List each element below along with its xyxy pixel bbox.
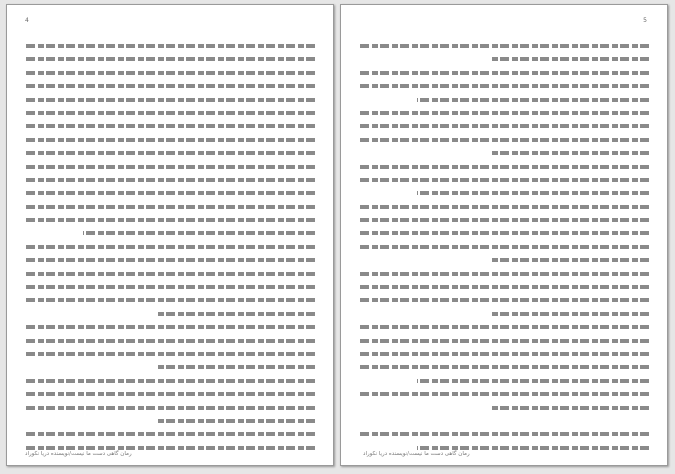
text-line (359, 401, 649, 414)
text-line (25, 79, 315, 92)
text-line (25, 119, 315, 132)
text-line (359, 307, 649, 320)
text-line (25, 253, 315, 266)
text-line (359, 374, 649, 387)
text-line (25, 240, 315, 253)
text-line (359, 293, 649, 306)
text-line (359, 360, 649, 373)
text-line (25, 146, 315, 159)
text-line (359, 39, 649, 52)
text-line (359, 427, 649, 440)
text-line (359, 52, 649, 65)
text-line (359, 334, 649, 347)
text-line (359, 186, 649, 199)
text-line (359, 347, 649, 360)
text-line (359, 320, 649, 333)
text-line (25, 307, 315, 320)
text-line (25, 186, 315, 199)
text-line (25, 160, 315, 173)
text-line (25, 93, 315, 106)
text-line (359, 160, 649, 173)
text-line (25, 226, 315, 239)
text-line (359, 267, 649, 280)
text-line (25, 347, 315, 360)
text-line (25, 360, 315, 373)
book-page-right (340, 4, 668, 466)
text-line (25, 414, 315, 427)
text-line (359, 387, 649, 400)
text-line (25, 200, 315, 213)
text-line (25, 106, 315, 119)
page-number: 4 (25, 17, 29, 24)
text-line (359, 414, 649, 427)
text-line (25, 173, 315, 186)
text-line (359, 200, 649, 213)
text-line (25, 374, 315, 387)
text-line (359, 226, 649, 239)
text-line (25, 293, 315, 306)
text-line (359, 119, 649, 132)
text-line (359, 253, 649, 266)
page-number: 5 (643, 17, 647, 24)
text-line (359, 133, 649, 146)
text-line (25, 427, 315, 440)
text-line (359, 213, 649, 226)
text-line (359, 240, 649, 253)
text-line (25, 133, 315, 146)
text-line (359, 280, 649, 293)
text-line (25, 320, 315, 333)
text-line (25, 213, 315, 226)
text-line (359, 173, 649, 186)
text-line (359, 146, 649, 159)
text-line (25, 39, 315, 52)
page-footer: رمان گاهی دست ما نیست/نویسنده دریا نکوراد (363, 451, 470, 457)
page-body-text (359, 39, 649, 454)
text-line (359, 79, 649, 92)
text-line (25, 66, 315, 79)
page-footer: رمان گاهی دست ما نیست/نویسنده دریا نکوراد (25, 451, 132, 457)
text-line (359, 106, 649, 119)
text-line (359, 93, 649, 106)
text-line (25, 334, 315, 347)
text-line (25, 387, 315, 400)
text-line (25, 267, 315, 280)
text-line (359, 66, 649, 79)
text-line (25, 52, 315, 65)
text-line (25, 280, 315, 293)
text-line (25, 401, 315, 414)
book-page-left (6, 4, 334, 466)
page-body-text (25, 39, 315, 454)
